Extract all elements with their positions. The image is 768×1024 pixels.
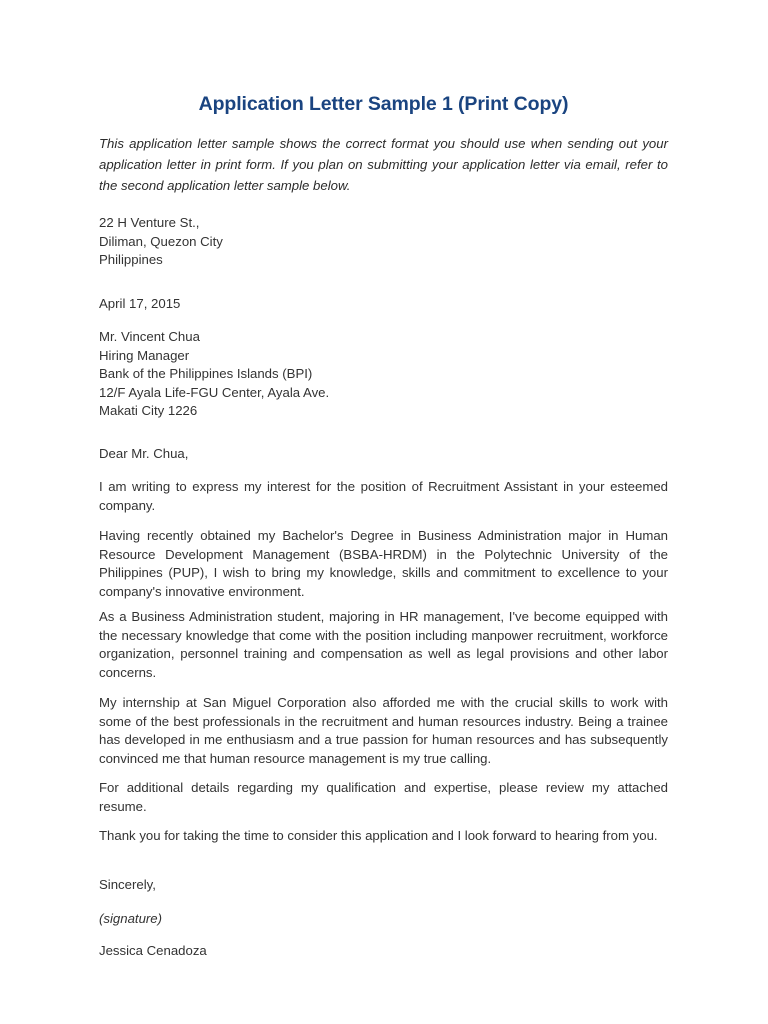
sender-address-line-1: 22 H Venture St., <box>99 215 200 230</box>
letter-date: April 17, 2015 <box>99 296 181 311</box>
recipient-address-line: 12/F Ayala Life-FGU Center, Ayala Ave. <box>99 384 330 400</box>
intro-note: This application letter sample shows the correct format you should use when sending out your application letter in print form. If you plan on submitting your application letter via email, refer to the second application letter sample below. <box>99 136 668 193</box>
page-title: Application Letter Sample 1 (Print Copy) <box>198 93 569 115</box>
sender-address-block <box>99 214 668 270</box>
body-paragraph-6: Thank you for taking the time to consider this application and I look forward to hearing from you. <box>99 828 658 843</box>
salutation: Dear Mr. Chua, <box>99 446 189 461</box>
signer-name: Jessica Cenadoza <box>99 943 207 958</box>
closing-salutation: Sincerely, <box>99 877 156 892</box>
body-paragraph-1: I am writing to express my interest for the position of Recruitment Assistant in your esteemed company. <box>99 479 668 513</box>
body-paragraph-3: As a Business Administration student, majoring in HR management, I've become equipped with the necessary knowledge that come with the position including manpower recruitment, workforce organization, personnel training and compensation as well as legal provisions and other labor concerns. <box>99 609 668 680</box>
recipient-address-block <box>99 328 668 421</box>
recipient-city-zip: Makati City 1226 <box>99 403 198 418</box>
sender-address-line-2: Diliman, Quezon City <box>99 233 223 249</box>
recipient-job-title: Hiring Manager <box>99 347 190 363</box>
body-paragraph-5: For additional details regarding my qualification and expertise, please review my attached resume. <box>99 780 668 814</box>
body-paragraph-2: Having recently obtained my Bachelor's Degree in Business Administration major in Human Resource Development Management (BSBA-HRDM) in the Polytechnic University of the Philippines (PUP), I wish to bring my knowledge, skills and commitment to excellence to your company's innovative environment. <box>99 528 668 599</box>
sender-address-line-3: Philippines <box>99 252 163 267</box>
signature-placeholder: (signature) <box>99 911 163 926</box>
body-paragraph-4: My internship at San Miguel Corporation also afforded me with the crucial skills to work with some of the best professionals in the recruitment and human resources industry. Being a trainee has developed in me enthusiasm and a true passion for human resources and has subsequently convinced me that human resource management is my true calling. <box>99 695 668 766</box>
recipient-name: Mr. Vincent Chua <box>99 329 200 344</box>
recipient-company: Bank of the Philippines Islands (BPI) <box>99 366 313 381</box>
